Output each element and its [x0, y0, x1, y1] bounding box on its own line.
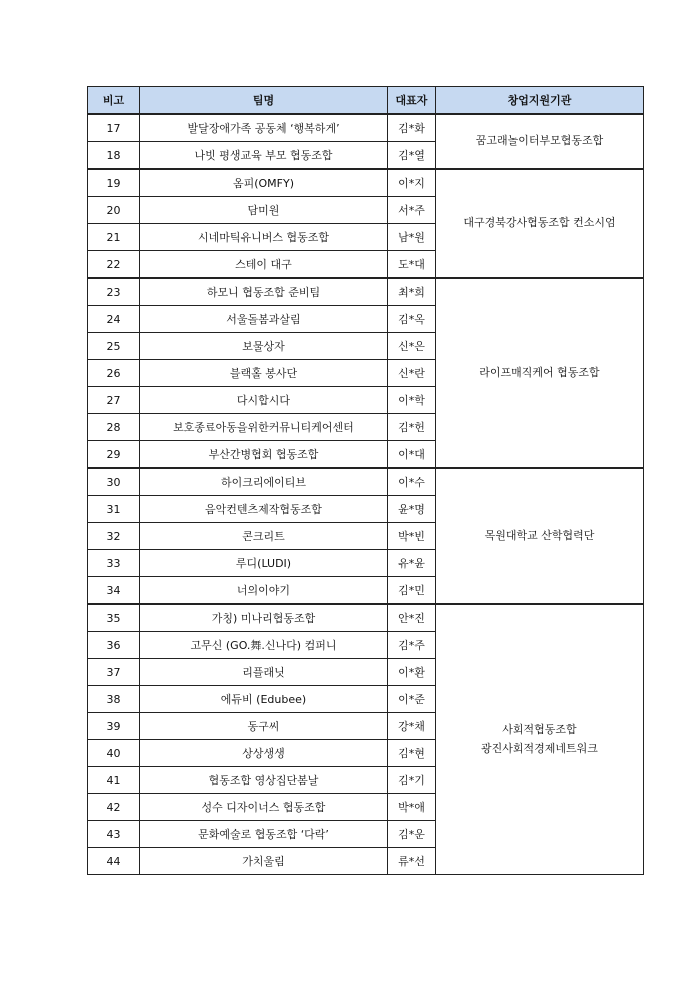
header-team: 팀명	[140, 87, 388, 115]
cell-no: 18	[88, 142, 140, 170]
cell-org	[436, 468, 644, 604]
cell-rep: 김*헌	[388, 414, 436, 441]
cell-no: 17	[88, 114, 140, 142]
cell-team: 발달장애가족 공동체 ‘행복하게’	[140, 114, 388, 142]
cell-rep: 신*란	[388, 360, 436, 387]
cell-team: 다시합시다	[140, 387, 388, 414]
table-row	[88, 114, 644, 142]
org-line: 목원대학교 산학협력단	[484, 528, 595, 542]
cell-no: 36	[88, 632, 140, 659]
cell-no: 19	[88, 169, 140, 197]
cell-rep: 김*주	[388, 632, 436, 659]
cell-team: 보호종료아동을위한커뮤니티케어센터	[140, 414, 388, 441]
cell-rep: 김*현	[388, 740, 436, 767]
cell-no: 29	[88, 441, 140, 469]
header-org: 창업지원기관	[436, 87, 644, 115]
cell-rep: 이*준	[388, 686, 436, 713]
cell-team: 음악컨텐츠제작협동조합	[140, 496, 388, 523]
cell-no: 31	[88, 496, 140, 523]
cell-org	[436, 604, 644, 875]
table-row	[88, 169, 644, 197]
cell-no: 22	[88, 251, 140, 279]
cell-rep: 박*애	[388, 794, 436, 821]
cell-rep: 이*환	[388, 659, 436, 686]
cell-team: 시네마틱유니버스 협동조합	[140, 224, 388, 251]
cell-no: 40	[88, 740, 140, 767]
cell-team: 문화예술로 협동조합 ‘다락’	[140, 821, 388, 848]
cell-no: 35	[88, 604, 140, 632]
cell-team: 고무신 (GO.舞.신나다) 컴퍼니	[140, 632, 388, 659]
cell-rep: 이*수	[388, 468, 436, 496]
cell-team: 보물상자	[140, 333, 388, 360]
cell-rep: 안*진	[388, 604, 436, 632]
cell-team: 성수 디자이너스 협동조합	[140, 794, 388, 821]
cell-rep: 남*원	[388, 224, 436, 251]
cell-team: 블랙홀 봉사단	[140, 360, 388, 387]
header-no: 비고	[88, 87, 140, 115]
cell-team: 가칭) 미나리협동조합	[140, 604, 388, 632]
cell-no: 23	[88, 278, 140, 306]
org-line: 광진사회적경제네트워크	[481, 741, 598, 755]
cell-rep: 이*학	[388, 387, 436, 414]
cell-no: 32	[88, 523, 140, 550]
cell-team: 부산간병협회 협동조합	[140, 441, 388, 469]
cell-team: 협동조합 영상집단봄날	[140, 767, 388, 794]
cell-rep: 김*열	[388, 142, 436, 170]
cell-no: 39	[88, 713, 140, 740]
table-row	[88, 278, 644, 306]
cell-rep: 김*기	[388, 767, 436, 794]
cell-team: 에듀비 (Edubee)	[140, 686, 388, 713]
cell-rep: 강*채	[388, 713, 436, 740]
cell-team: 스테이 대구	[140, 251, 388, 279]
cell-rep: 서*주	[388, 197, 436, 224]
cell-no: 44	[88, 848, 140, 875]
cell-rep: 김*민	[388, 577, 436, 605]
cell-team: 동구씨	[140, 713, 388, 740]
cell-rep: 유*윤	[388, 550, 436, 577]
cell-team: 콘크리트	[140, 523, 388, 550]
cell-no: 24	[88, 306, 140, 333]
cell-org	[436, 114, 644, 169]
table-header-row	[88, 87, 644, 115]
cell-rep: 김*화	[388, 114, 436, 142]
cell-team: 하이크리에이티브	[140, 468, 388, 496]
cell-rep: 신*은	[388, 333, 436, 360]
cell-team: 루디(LUDI)	[140, 550, 388, 577]
org-line: 대구경북강사협동조합 컨소시엄	[463, 216, 616, 230]
table-row	[88, 468, 644, 496]
cell-no: 38	[88, 686, 140, 713]
cell-no: 21	[88, 224, 140, 251]
team-table	[87, 86, 644, 875]
cell-no: 30	[88, 468, 140, 496]
cell-team: 옴피(OMFY)	[140, 169, 388, 197]
cell-rep: 류*선	[388, 848, 436, 875]
cell-team: 리플래닛	[140, 659, 388, 686]
cell-no: 28	[88, 414, 140, 441]
org-line: 사회적협동조합	[502, 722, 577, 736]
cell-rep: 윤*명	[388, 496, 436, 523]
cell-no: 27	[88, 387, 140, 414]
cell-no: 43	[88, 821, 140, 848]
cell-rep: 김*운	[388, 821, 436, 848]
cell-team: 너의이야기	[140, 577, 388, 605]
cell-no: 26	[88, 360, 140, 387]
cell-rep: 이*대	[388, 441, 436, 469]
header-rep: 대표자	[388, 87, 436, 115]
org-line: 라이프매직케어 협동조합	[479, 365, 600, 379]
cell-team: 담미원	[140, 197, 388, 224]
cell-no: 34	[88, 577, 140, 605]
cell-team: 상상생생	[140, 740, 388, 767]
cell-rep: 이*지	[388, 169, 436, 197]
cell-org	[436, 169, 644, 278]
cell-team: 나빗 평생교육 부모 협동조합	[140, 142, 388, 170]
cell-team: 서울돌봄과살림	[140, 306, 388, 333]
cell-no: 41	[88, 767, 140, 794]
cell-rep: 박*빈	[388, 523, 436, 550]
cell-rep: 김*옥	[388, 306, 436, 333]
cell-no: 37	[88, 659, 140, 686]
cell-team: 가치울림	[140, 848, 388, 875]
cell-no: 20	[88, 197, 140, 224]
cell-rep: 도*대	[388, 251, 436, 279]
cell-org	[436, 278, 644, 468]
table-body	[88, 114, 644, 875]
cell-rep: 최*희	[388, 278, 436, 306]
table-row	[88, 604, 644, 632]
cell-no: 33	[88, 550, 140, 577]
cell-no: 25	[88, 333, 140, 360]
cell-no: 42	[88, 794, 140, 821]
org-line: 꿈고래놀이터부모협동조합	[475, 134, 604, 148]
cell-team: 하모니 협동조합 준비팀	[140, 278, 388, 306]
